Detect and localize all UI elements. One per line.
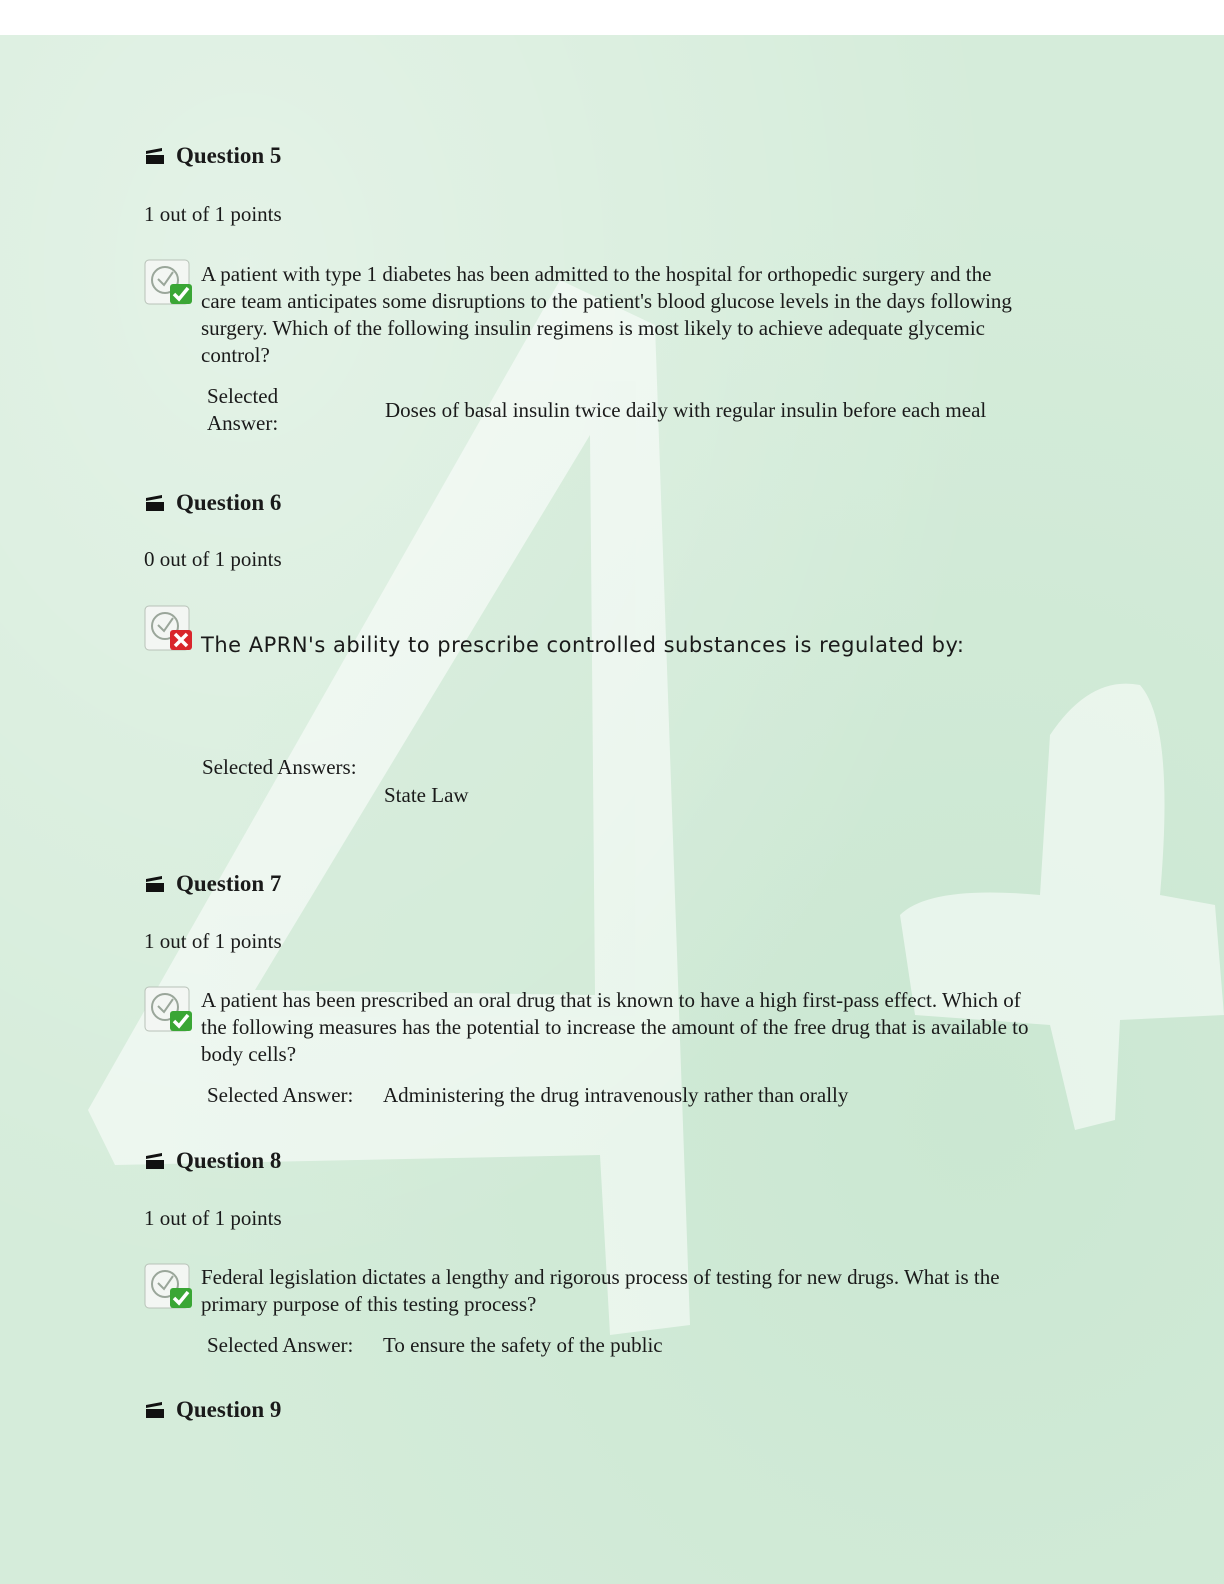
question-8-header bbox=[146, 1148, 281, 1174]
selected-answer-label: Selected Answer: bbox=[207, 384, 279, 435]
question-5-points: 1 out of 1 points bbox=[144, 202, 282, 226]
correct-check-icon bbox=[144, 259, 194, 307]
question-title: Question 6 bbox=[176, 490, 282, 515]
incorrect-x-icon bbox=[144, 605, 194, 653]
question-title: Question 5 bbox=[176, 143, 282, 168]
question-7-header bbox=[146, 871, 281, 897]
question-9-header bbox=[146, 1397, 281, 1423]
question-6-answer: State Law bbox=[384, 783, 469, 807]
question-7-points: 1 out of 1 points bbox=[144, 929, 282, 953]
question-6-points: 0 out of 1 points bbox=[144, 547, 282, 571]
question-6-header bbox=[146, 490, 281, 516]
folder-icon bbox=[146, 876, 164, 892]
folder-icon bbox=[146, 148, 164, 164]
question-title: Question 9 bbox=[176, 1397, 282, 1422]
correct-check-icon bbox=[144, 986, 194, 1034]
question-6-text: The APRN's ability to prescribe controlled substances is regulated by: bbox=[201, 633, 965, 657]
question-5-answer: Doses of basal insulin twice daily with regular insulin before each meal bbox=[385, 398, 987, 422]
question-8-points: 1 out of 1 points bbox=[144, 1206, 282, 1230]
question-8-answer: To ensure the safety of the public bbox=[383, 1333, 663, 1357]
correct-check-icon bbox=[144, 1263, 194, 1311]
question-8-text: Federal legislation dictates a lengthy and rigorous process of testing for new drugs. What is the primary purpose of this testing process? bbox=[201, 1265, 1000, 1316]
selected-answer-label: Selected Answer: bbox=[207, 1333, 354, 1357]
folder-icon bbox=[146, 495, 164, 511]
selected-answer-label: Selected Answer: bbox=[207, 1083, 354, 1107]
question-5-header bbox=[146, 143, 281, 169]
question-title: Question 7 bbox=[176, 871, 282, 896]
question-title: Question 8 bbox=[176, 1148, 282, 1173]
question-7-text: A patient has been prescribed an oral drug that is known to have a high first-pass effect. Which of the following measures has the potential to increase the amount of the free drug that is available to body cells? bbox=[201, 988, 1029, 1066]
question-5-text: A patient with type 1 diabetes has been admitted to the hospital for orthopedic surgery and the care team anticipates some disruptions to the patient's blood glucose levels in the days following surgery. Which of the following insulin regimens is most likely to achieve adequate glycemic control? bbox=[201, 262, 1012, 367]
folder-icon bbox=[146, 1402, 164, 1418]
question-7-answer: Administering the drug intravenously rather than orally bbox=[383, 1083, 849, 1107]
folder-icon bbox=[146, 1153, 164, 1169]
document-page bbox=[0, 35, 1224, 1584]
selected-answers-label: Selected Answers: bbox=[202, 755, 357, 779]
